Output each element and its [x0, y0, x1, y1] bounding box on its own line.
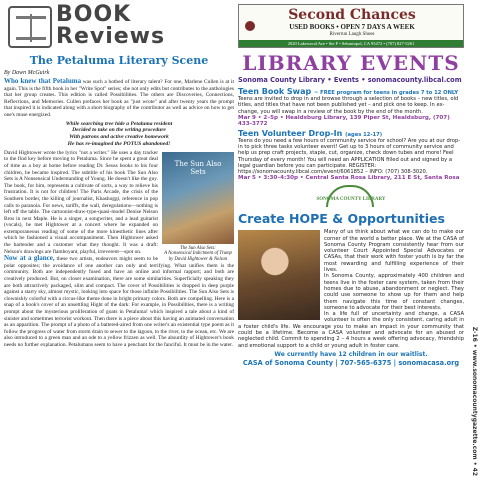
ad-subtitle: USED BOOKS • OPEN 7 DAYS A WEEK	[289, 23, 415, 31]
glance-lead: Now at a glance,	[4, 254, 55, 263]
poem-line: Decided to take on the writing procedure	[72, 127, 166, 134]
book-reviews-column	[4, 4, 234, 476]
side-folio-text: Z-16 • www.sonomacountygazette.com • 42	[471, 326, 478, 476]
event-name: Teen Volunteer Drop-In	[238, 128, 343, 138]
event-when-volunteer: Mar 5 • 3:30–4:30p • Central Santa Rosa Library, 211 E St, Santa Rosa	[238, 175, 460, 182]
poem-line: With patrons and active creative homework	[69, 134, 169, 141]
book-cover-caption	[162, 246, 234, 263]
glance-body: these two artists, endeavors might seem to be polar opposites; the avoidance of one another can only and terrifying. What unifies them is the community. Both are independently fused and have an online and informal rapport; and both are creatively produced. But, on closer examination, there are some similarities. Superficially speaking they are both attractively packaged, slim and compact. The cover of Possibilities is dropped in deep purple against a starry sky, almost mystic, looking into space for those infinite Possibilities. The Sun Also Sets is clownishly colorful with a circus-like theme done in bright primary colors. Both are compelling. Here is a snap of a book's cover of an unsettling Hight of the dark: For example, in Possibilities, there is a writing prompt about the mysterious proliferation of goats in Petaluma! which inspired a tale about a kind of sinister and sometimes terrorist workout. Then there is a piece about this having an animated conversation as an apparition. The prompt of a photo of a battered-aired from one writer's an existential type poem as it follow the progress of water from storm drain to sewer to the lagoon, to the river, to the ocean, etc. We are also introduced to a green man and an ode to a yellow frizzen as well. The absurdity of Hightower's book needs no further explanation. Petalumans seem to have a penchant for the fanciful. It must be in the water.	[4, 256, 234, 348]
library-events-subtitle[interactable]: Sonoma County Library • Events • sonomacounty.libcal.com	[238, 76, 462, 84]
page-side-strip	[466, 4, 478, 476]
byline: By Dawn McGuirk	[4, 70, 50, 76]
ad-title: Second Chances	[288, 7, 416, 23]
caption-line: The Sun Also Sets:	[180, 245, 216, 251]
review-body	[4, 150, 234, 349]
events-column	[238, 4, 464, 476]
book-icon	[8, 6, 52, 48]
logo-arc-shape	[326, 185, 374, 207]
caption-line: A Nonsensical Indictment of Trump	[164, 251, 232, 257]
article-title: The Petaluma Literary Scene	[29, 54, 209, 67]
event-when-book-swap: Mar 9 • 2–5p • Healdsburg Library, 139 Piper St, Healdsburg, (707) 433-3772	[238, 114, 450, 127]
event-name: Teen Book Swap	[238, 87, 312, 96]
event-tag: ~ FREE program for teens in grades 7 to 12 ONLY	[314, 90, 459, 96]
county-library-logo	[238, 183, 464, 209]
poem-line: While searching tree hide a Petaluma resident	[65, 120, 173, 127]
book-word: BOOK	[56, 4, 132, 27]
event-description-volunteer: Teens do you need a few hours of community service for school? Are you at our drop-in to pick three tasks volunteer event! Get up to 3 hours of community service and help us prep craft projects, staple, cut, organize, check down tubes and more! Feel Thursday of every month! You will need an APPLICATION filled out and signed by a legal guardian before you can participate. REGISTER: https://sonomacounty.libcal.com/event/6061852 – INFO: (707) 308-3020.	[238, 138, 461, 176]
casa-heading: Create HOPE & Opportunities	[238, 211, 445, 227]
second-chances-ad[interactable]	[238, 4, 464, 48]
book-spine-shape	[30, 14, 32, 42]
book-cover-title: The Sun Also Sets	[174, 159, 222, 176]
reviews-word: Reviews	[56, 24, 166, 49]
poem-block	[4, 121, 234, 148]
casa-paragraph: Many of us think about what we can do to make our corner of the world a better place. We at the CASA of Sonoma County Program consistently hear from our volunteer Court Appointed Special Advocates or CASAs, that their work with foster youth is by far the most rewarding and fulfilling experience of their lives.	[324, 229, 464, 274]
event-title-book-swap	[238, 87, 464, 96]
waitlist-notice: We currently have 12 children in our waitlist.	[274, 350, 428, 358]
casa-body	[238, 229, 464, 349]
child-photo	[238, 230, 320, 320]
intro-lead: Who knew that Petaluma	[4, 77, 82, 85]
paragraph-hightower: David Hightower wrote the lyrics "not a writer." He uses a day tracker to the find key before moving to Petaluma. Since he spent a great deal of time as a boy at home before reading Dr. Seuss books to his four children, he became inspired. The subtitle of his book The Sun Also Sets is A Nonsensical Understanding of Young. He doesn't like the guy. The book, for him, represents a cultivate of sorts, a way to relieve his frustration. It is not for children! The Paris Arcade, the crisis of the Southern border, the killing of journalist, Khashoggi, reference in pop calls to paranoia. For news, tariffs, the wall, deregulations—nothing is left off the table. The cartoonist-draw-type-quasi-model Denise Nelson Bros in next Maple. He is a singer, a songwriter, and a lead guitarist (vocals), he met Hightower at a concert where he expanded on extemporaneous reading of some of the more kinesthetic lines after which he fashioned a visual accompaniment. Then Hightower asked the bartender and a customer what they thought. It was a draft: Nelson's drawings are flamboyant, playful, irreverent—spot on.	[4, 149, 158, 255]
book-reviews-title	[56, 4, 165, 48]
paragraph-glance	[4, 255, 234, 348]
caption-line: by David Hightower & Nelson	[168, 256, 228, 262]
casa-paragraph: In a life full of uncertainty and change, a CASA volunteer is often the only consistent, caring adult in a foster child's life. We encourage you to make an impact in your community that could be a lifetime. Become a CASA volunteer and advocate for an abused or neglected child. Commit to spending 2 – 4 hours a week offering advocacy, friendship and emotional support to a child or young adult in foster care.	[238, 311, 464, 349]
library-events-title: LIBRARY EVENTS	[242, 51, 460, 75]
book-cover-image	[162, 152, 234, 244]
book-reviews-header	[4, 4, 234, 52]
casa-contact-footer[interactable]: CASA of Sonoma County | 707-565-6375 | sonomacasa.org	[242, 358, 460, 367]
casa-paragraph: In Sonoma County, approximately 400 children and teens live in the foster care system, taken from their homes due to abuse, abandonment or neglect. They could use someone to show up for them and help them navigate this time of constant changes, someone to advocate for their best interests.	[324, 273, 464, 311]
intro-body: was such a hotbed of literary talent? For one, Marlene Cullen is at it again. This is the fifth book in her "Write Spot" series; she not only edits but contributes to the anthologies that her group creates. This edition is called Possibilities. The others are Discoveries, Connections, Reflections, and Memories. Cullen prefaces her book as "just wrote" and after twenty years the prompt that inspired it is indicated along with a short biography of the contributor as well as advice on how to get one's muse energized.	[4, 79, 234, 118]
intro-paragraph	[4, 78, 234, 119]
poem-line: He has re-imagined the POTUS abandoned!	[67, 140, 171, 147]
ad-shop-name: Riverrun Laugh Shoes	[329, 32, 375, 37]
event-tag: (ages 12-17)	[345, 131, 383, 138]
ad-address: 2020 Lakewood Ave • Ste F • Sebastopol, CA 95472 • (707) 827-5261	[239, 40, 463, 47]
event-description-book-swap: Teens are invited to drop in and browse through a selection of books – new titles, old titles, and titles that have not been published yet – and pick one to keep. In ex-change, you will swap in a review of the book by the end of the month.	[238, 96, 459, 115]
event-title-volunteer	[238, 129, 464, 138]
logo-text: SONOMA COUNTY LIBRARY	[316, 197, 386, 203]
